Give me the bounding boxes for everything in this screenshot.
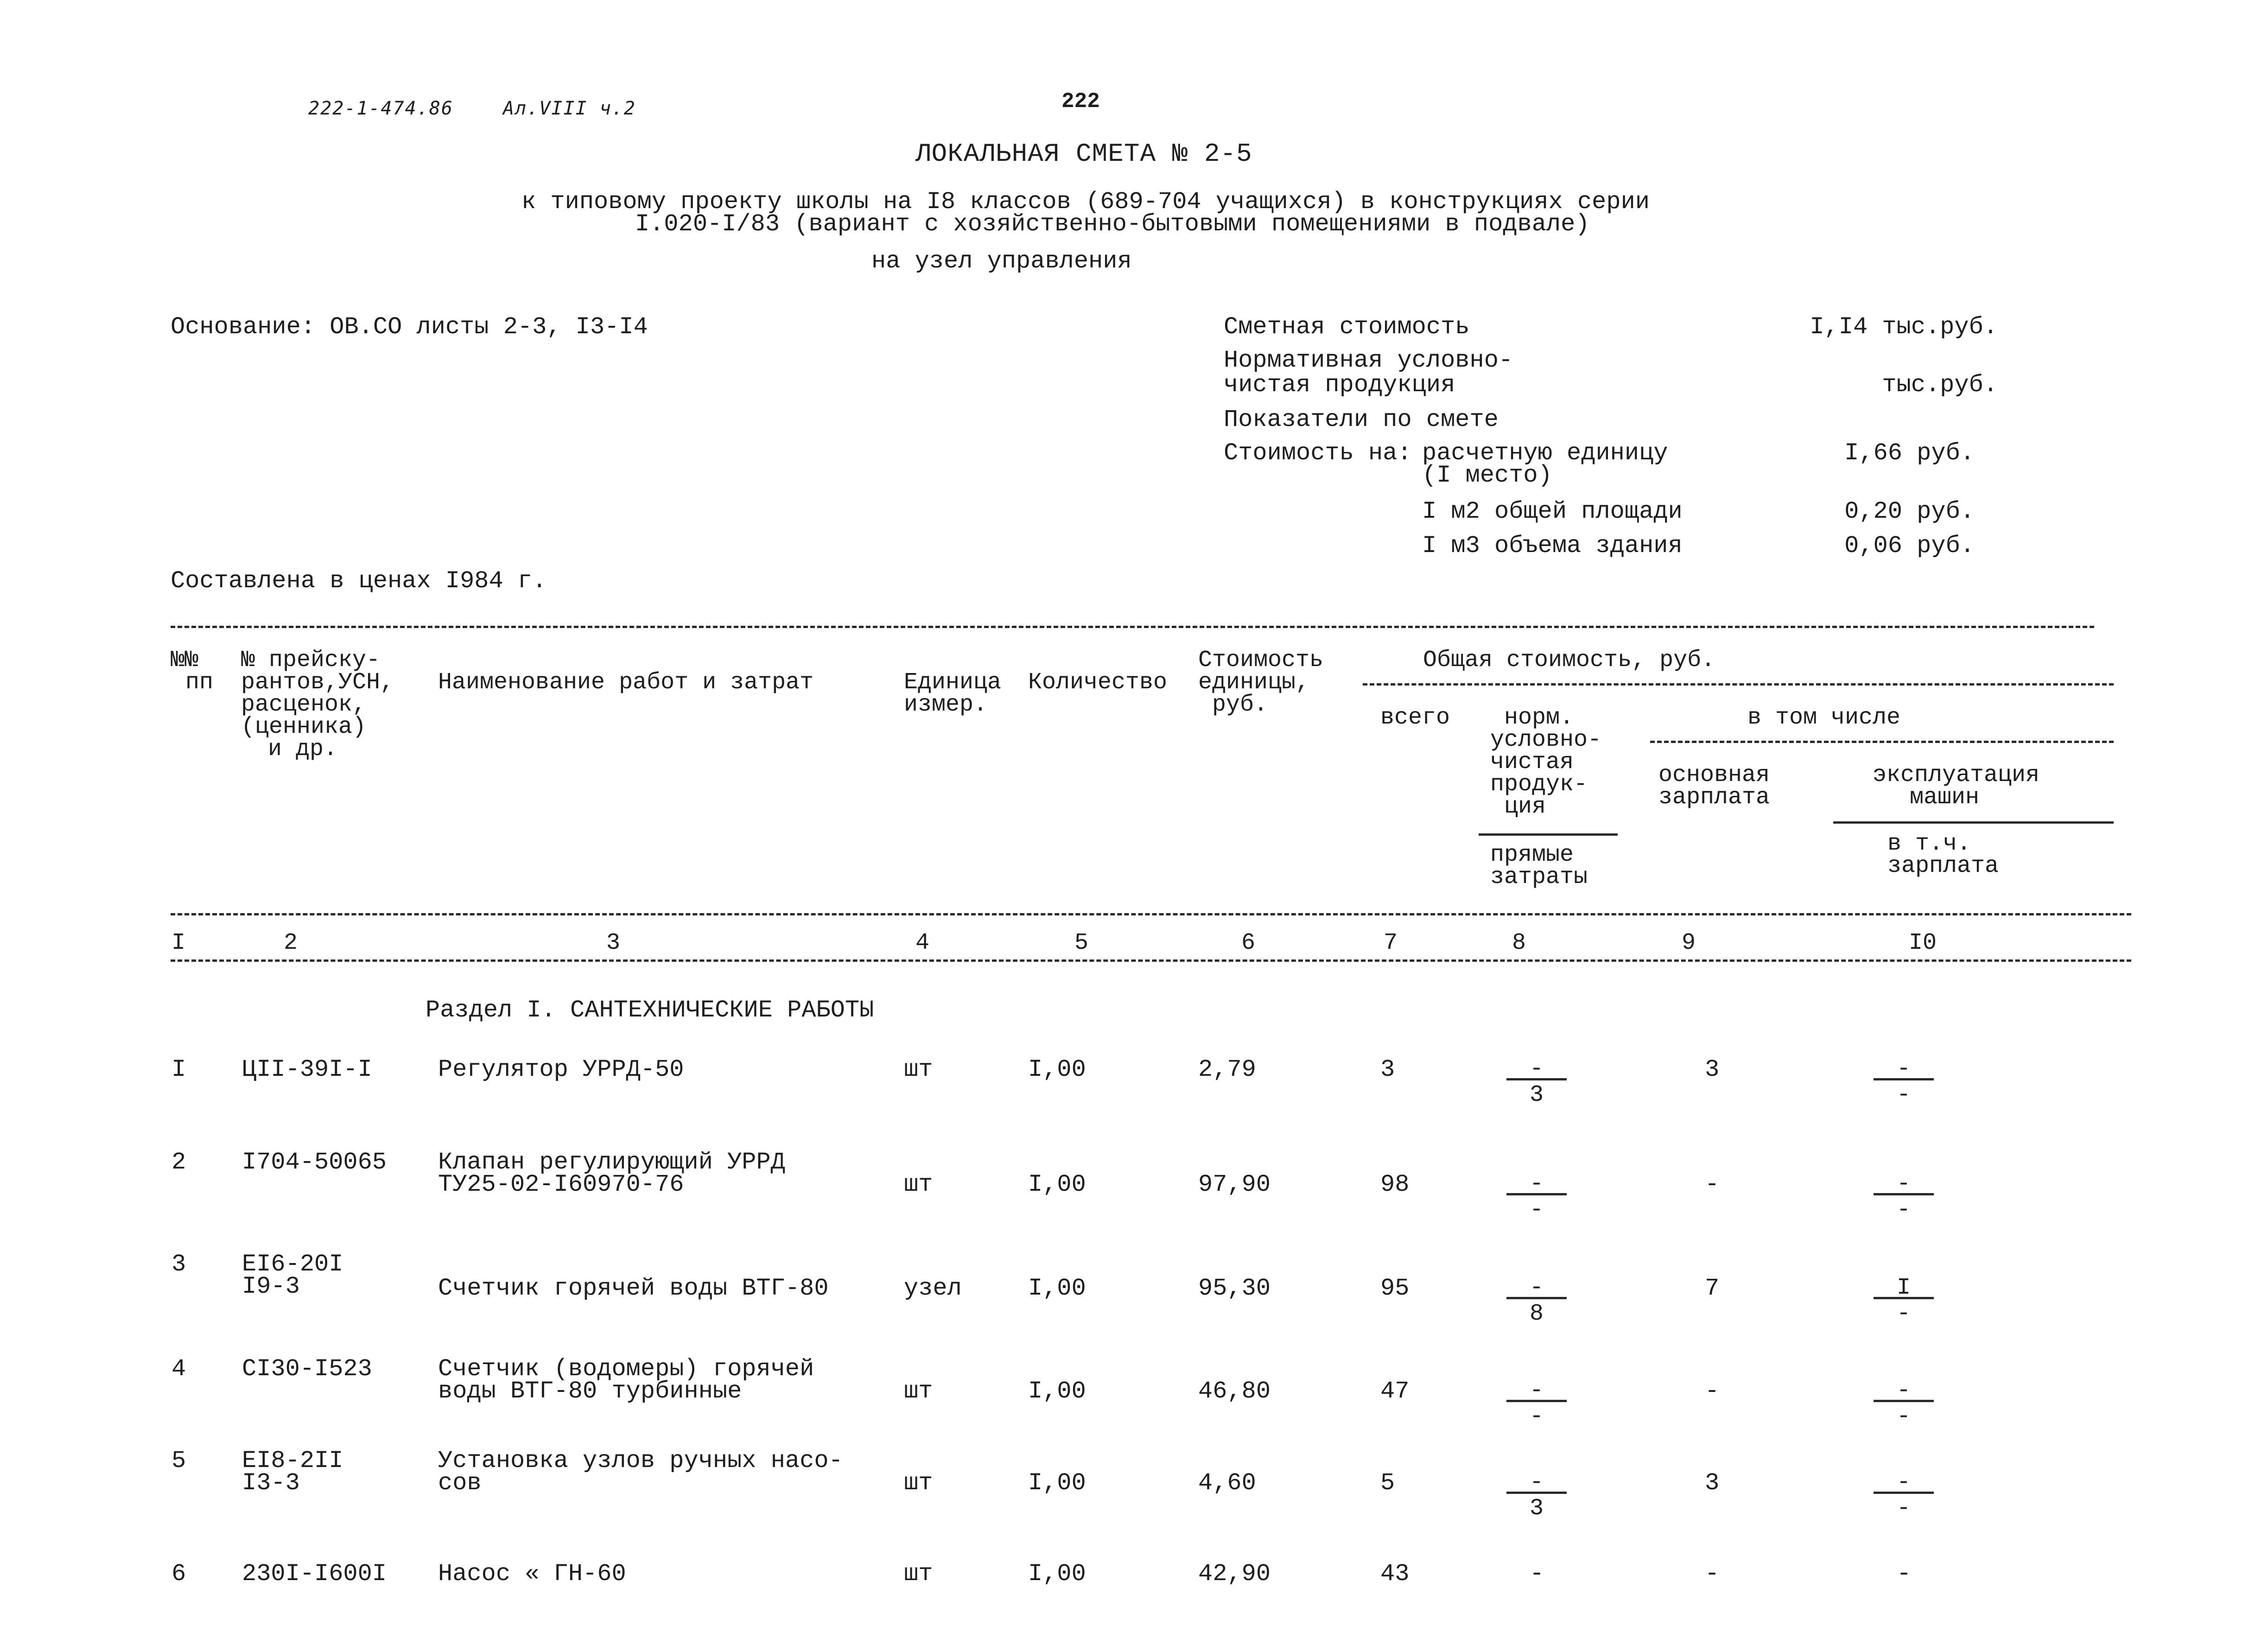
header-col2-c: расценок, [241,692,367,718]
header-col10-b: машин [1910,784,1980,811]
header-top-rule [171,626,2094,628]
row-col10-fraction [1874,1378,1934,1430]
unit-2-value: 0,20 руб. [1844,498,1975,525]
header-col10-a: эксплуатация [1873,762,2040,788]
row-name-2: сов [438,1469,482,1497]
row-name: Установка узлов ручных насо- [438,1447,843,1474]
row-unit-price: 97,90 [1198,1171,1271,1198]
row-col8-top: - [1529,1171,1544,1197]
column-number-10: I0 [1909,930,1937,956]
row-col9: 3 [1705,1056,1720,1083]
row-code: I704-50065 [242,1149,387,1176]
row-unit-price: 42,90 [1198,1560,1271,1588]
row-col10-top: I [1896,1275,1911,1301]
header-col8-f: прямые [1490,842,1574,868]
row-unit-price: 2,79 [1198,1056,1256,1083]
row-col8-fraction [1506,1469,1567,1522]
row-unit: шт [904,1560,933,1588]
row-col9: - [1705,1171,1720,1198]
row-name-2: воды ВТГ-80 турбинные [438,1378,742,1405]
row-unit: шт [904,1056,933,1083]
header-col10-c: в т.ч. [1887,831,1971,857]
row-total: 5 [1380,1469,1395,1497]
header-col2-a: № прейску- [241,647,381,673]
row-col8-top: - [1529,1275,1544,1301]
header-col8-e: ция [1504,794,1546,820]
header-col8-c: чистая [1490,749,1574,775]
row-code: СI30-I523 [242,1355,372,1383]
row-name: Регулятор УРРД-50 [438,1056,684,1083]
row-col10-bottom: - [1896,1404,1911,1430]
cost-per-label: Стоимость на: [1224,439,1412,467]
header-col6-a: Стоимость [1198,647,1324,673]
row-quantity: I,00 [1028,1171,1086,1198]
header-col6-c: руб. [1212,692,1268,718]
header-including: в том числе [1747,705,1901,731]
unit-3-value: 0,06 руб. [1844,532,1975,559]
unit-2-label: I м2 общей площади [1422,498,1683,525]
row-col9: 7 [1705,1275,1720,1302]
album-ref: Ал.VIII ч.2 [503,98,636,119]
row-col9: - [1705,1560,1720,1588]
row-name: Счетчик (водомеры) горячей [438,1355,814,1383]
row-col8-bottom: - [1529,1197,1544,1223]
prices-year: Составлена в ценах I984 г. [171,567,547,595]
row-number: I [172,1056,186,1083]
doc-code: 222-1-474.86 [308,98,453,119]
row-code: ЦII-39I-I [242,1056,372,1083]
header-col4-a: Единица [904,669,1002,696]
estimated-cost-value: I,I4 тыс.руб. [1810,313,1998,341]
header-col8-d: продук- [1490,771,1588,798]
section-title: Раздел I. САНТЕХНИЧЕСКИЕ РАБОТЫ [426,997,874,1024]
subtitle-line-1: к типовому проекту школы на I8 классов (689-704 учащихся) в конструкциях серии [521,188,1650,216]
row-total: 95 [1380,1275,1410,1302]
row-col10-fraction [1874,1056,1934,1108]
col10-split-rule [1833,821,2114,824]
column-number-6: 6 [1241,930,1256,956]
header-col2-b: рантов,УСН, [241,669,394,696]
column-number-4: 4 [915,930,930,956]
unit-3-label: I м3 объема здания [1422,532,1683,559]
row-name: Насос « ГН-60 [438,1560,626,1588]
row-code-2: I9-3 [242,1273,300,1300]
row-quantity: I,00 [1028,1560,1086,1588]
row-number: 3 [172,1251,186,1278]
row-quantity: I,00 [1028,1378,1086,1405]
header-col8-a: норм. [1504,705,1574,731]
header-col4-b: измер. [904,692,988,718]
row-col8-fraction [1506,1056,1567,1108]
row-unit-price: 46,80 [1198,1378,1271,1405]
row-col10-top: - [1896,1171,1911,1197]
header-col5: Количество [1028,669,1168,696]
header-col6-b: единицы, [1198,669,1310,696]
row-total: 47 [1380,1378,1410,1405]
row-col10-top: - [1897,1560,1912,1588]
row-col8-bottom: 3 [1529,1495,1544,1522]
row-col10-bottom: - [1896,1197,1911,1223]
row-number: 5 [172,1447,186,1474]
row-total: 43 [1380,1560,1410,1588]
basis-text: Основание: ОВ.СО листы 2-3, I3-I4 [171,313,648,341]
row-col9: - [1705,1378,1720,1405]
column-number-2: 2 [284,930,298,956]
unit-1-label: расчетную единицу [1422,439,1668,467]
estimated-cost-label: Сметная стоимость [1224,313,1470,341]
normative-value: тыс.руб. [1882,371,1998,399]
header-col9-a: основная [1658,762,1770,788]
column-number-5: 5 [1074,930,1089,956]
row-col10-fraction [1874,1275,1934,1327]
normative-label-2: чистая продукция [1224,371,1455,399]
row-total: 98 [1380,1171,1410,1198]
row-col8-bottom: 3 [1529,1082,1544,1108]
row-col8-top: - [1529,1378,1544,1404]
row-col8-bottom: 8 [1529,1301,1544,1327]
row-col8-top: - [1529,1056,1544,1082]
row-code: 230I-I600I [242,1560,387,1588]
row-col8-top: - [1529,1469,1544,1496]
row-unit-price: 4,60 [1198,1469,1256,1497]
column-number-7: 7 [1384,930,1398,956]
unit-1-sub-label: (I место) [1422,462,1552,489]
row-col9: 3 [1705,1469,1720,1497]
header-col3: Наименование работ и затрат [438,669,814,696]
row-code: ЕI8-2II [242,1447,343,1474]
column-numbers-rule [171,959,2131,962]
row-col8-bottom: - [1529,1404,1544,1430]
row-number: 4 [172,1355,186,1383]
header-bottom-rule [171,913,2131,915]
row-col10-top: - [1896,1378,1911,1404]
row-col10-top: - [1896,1056,1911,1082]
row-col8-fraction [1506,1378,1567,1430]
unit-1-value: I,66 руб. [1844,439,1975,467]
row-unit: шт [904,1171,933,1198]
indicators-label: Показатели по смете [1224,406,1499,433]
col8-split-rule [1479,833,1618,836]
row-name-2: ТУ25-02-I60970-76 [438,1171,684,1198]
document-title: ЛОКАЛЬНАЯ СМЕТА № 2-5 [915,139,1252,169]
row-name: Счетчик горячей воды ВТГ-80 [438,1275,829,1302]
header-col2-d: (ценника) [241,714,367,740]
row-quantity: I,00 [1028,1275,1086,1302]
row-col10-bottom: - [1896,1495,1911,1522]
column-number-1: I [172,930,186,956]
row-unit-price: 95,30 [1198,1275,1271,1302]
row-col8-top: - [1530,1560,1544,1588]
row-number: 6 [172,1560,186,1588]
subtitle-line-3: на узел управления [871,248,1132,275]
page-number: 222 [1061,89,1100,114]
column-number-3: 3 [606,930,621,956]
row-name: Клапан регулирующий УРРД [438,1149,785,1176]
subtitle-line-2: I.020-I/83 (вариант с хозяйственно-бытовыми помещениями в подвале) [635,210,1590,238]
row-total: 3 [1380,1056,1395,1083]
header-col8-b: условно- [1490,727,1602,753]
column-number-9: 9 [1682,930,1696,956]
row-col8-fraction [1506,1171,1567,1223]
row-number: 2 [172,1149,186,1176]
header-col9-b: зарплата [1658,784,1770,811]
row-unit: шт [904,1469,933,1497]
row-quantity: I,00 [1028,1469,1086,1497]
row-col8-fraction [1506,1275,1567,1327]
header-col2-e: и др. [268,736,338,762]
row-col10-bottom: - [1896,1082,1911,1108]
including-rule [1650,741,2114,743]
row-col10-fraction [1874,1469,1934,1522]
normative-label-1: Нормативная условно- [1224,347,1513,374]
row-col10-bottom: - [1896,1301,1911,1327]
row-col10-fraction [1874,1171,1934,1223]
header-total-cost: Общая стоимость, руб. [1423,647,1715,673]
column-number-8: 8 [1512,930,1526,956]
row-quantity: I,00 [1028,1056,1086,1083]
header-col8-g: затраты [1490,864,1588,890]
header-col1-a: №№ [171,647,199,673]
header-col1-b: пп [185,669,214,696]
row-code-2: I3-3 [242,1469,300,1497]
total-cost-rule [1363,683,2114,686]
header-col7: всего [1380,705,1450,731]
header-col10-d: зарплата [1887,853,1999,879]
row-code: ЕI6-20I [242,1251,343,1278]
row-col10-top: - [1896,1469,1911,1496]
row-unit: узел [904,1275,962,1302]
row-unit: шт [904,1378,933,1405]
